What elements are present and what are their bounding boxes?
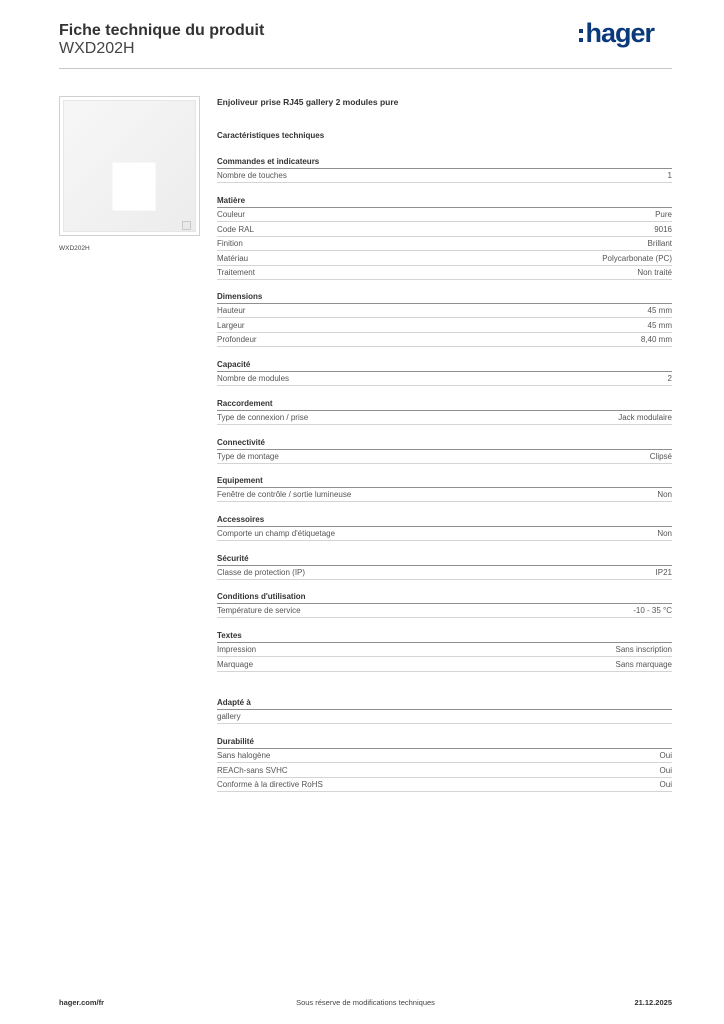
spec-row [217, 749, 672, 763]
spec-value: 45 mm [647, 306, 672, 315]
spec-row [217, 488, 672, 502]
product-image-caption: WXD202H [59, 245, 90, 252]
spec-row [217, 372, 672, 386]
spec-row [217, 778, 672, 792]
spec-label: Fenêtre de contrôle / sortie lumineuse [217, 490, 352, 499]
spec-label: Sans halogène [217, 751, 271, 760]
logo-text: hager [585, 18, 654, 48]
spec-value: Non [657, 490, 672, 499]
spec-row [217, 304, 672, 318]
spec-row [217, 527, 672, 541]
group-title: Adapté à [217, 697, 672, 710]
spec-row [217, 333, 672, 347]
logo-colon-icon [579, 29, 583, 42]
product-name: Enjoliveur prise RJ45 gallery 2 modules pure [217, 97, 399, 107]
group-title: Durabilité [217, 736, 672, 749]
spec-label: Classe de protection (IP) [217, 568, 306, 577]
spec-label: Couleur [217, 210, 246, 219]
spec-row [217, 169, 672, 183]
spec-label: Code RAL [217, 224, 254, 234]
group-title: Sécurité [217, 553, 672, 566]
footer-website-link[interactable]: hager.com/fr [59, 998, 105, 1007]
spec-value: Jack modulaire [618, 413, 672, 422]
spec-value: 8,40 mm [640, 335, 672, 344]
spec-value: Oui [659, 780, 672, 789]
spec-label: Comporte un champ d'étiquetage [217, 529, 336, 538]
product-image [59, 96, 200, 236]
spec-row [217, 643, 672, 657]
spec-value: 2 [667, 374, 672, 383]
spec-row [217, 764, 672, 778]
spec-row [217, 223, 672, 237]
group-title: Dimensions [217, 291, 672, 304]
spec-row [217, 566, 672, 580]
group-title: Textes [217, 630, 672, 643]
spec-row [217, 252, 672, 266]
hager-logo [579, 20, 654, 48]
spec-label: Type de montage [217, 452, 279, 461]
group-title: Equipement [217, 475, 672, 488]
spec-label: gallery [217, 712, 241, 721]
spec-row [217, 604, 672, 618]
technical-characteristics-title: Caractéristiques techniques [217, 131, 325, 140]
cover-plate-image [63, 100, 196, 232]
group-title: Matière [217, 195, 672, 208]
document-title: Fiche technique du produit [59, 22, 265, 39]
spec-row [217, 411, 672, 425]
spec-value: Clipsé [649, 452, 672, 461]
spec-value: Sans inscription [615, 645, 672, 654]
spec-value: Sans marquage [615, 659, 672, 669]
spec-value: IP21 [655, 568, 672, 577]
footer-note: Sous réserve de modifications techniques [296, 998, 435, 1007]
spec-label: Nombre de modules [217, 374, 290, 383]
page-header [59, 20, 672, 69]
page-footer [59, 998, 672, 1010]
spec-label: Hauteur [217, 306, 246, 315]
group-title: Conditions d'utilisation [217, 591, 672, 604]
spec-value: Polycarbonate (PC) [602, 253, 672, 263]
spec-value: Non traité [637, 268, 672, 277]
spec-label: Température de service [217, 606, 301, 615]
spec-row [217, 710, 672, 724]
group-title: Raccordement [217, 398, 672, 411]
spec-value: -10 - 35 °C [633, 606, 672, 615]
cover-plate-label-field [182, 221, 191, 230]
group-title: Commandes et indicateurs [217, 156, 672, 169]
group-title: Accessoires [217, 514, 672, 527]
group-title: Capacité [217, 359, 672, 372]
spec-value: 45 mm [647, 320, 672, 330]
spec-label: Matériau [217, 253, 249, 263]
spec-label: Finition [217, 239, 243, 248]
product-reference: WXD202H [59, 40, 135, 57]
spec-label: Impression [217, 645, 257, 654]
spec-row [217, 658, 672, 672]
spec-row [217, 266, 672, 280]
spec-label: Conforme à la directive RoHS [217, 780, 323, 789]
spec-value: Pure [655, 210, 672, 219]
spec-value: Brillant [647, 239, 672, 248]
spec-row [217, 450, 672, 464]
spec-row [217, 237, 672, 251]
spec-value: Oui [659, 765, 672, 775]
spec-label: Largeur [217, 320, 245, 330]
spec-label: Nombre de touches [217, 171, 287, 180]
spec-row [217, 208, 672, 222]
spec-value: 9016 [654, 224, 672, 234]
spec-value: Non [657, 529, 672, 538]
footer-date: 21.12.2025 [634, 998, 672, 1007]
spec-label: Profondeur [217, 335, 257, 344]
group-title: Connectivité [217, 437, 672, 450]
spec-label: REACh-sans SVHC [217, 765, 288, 775]
spec-label: Type de connexion / prise [217, 413, 309, 422]
cover-plate-opening [112, 162, 156, 211]
spec-label: Traitement [217, 268, 255, 277]
spec-value: Oui [659, 751, 672, 760]
spec-row [217, 319, 672, 333]
spec-label: Marquage [217, 659, 254, 669]
spec-value: 1 [667, 171, 672, 180]
